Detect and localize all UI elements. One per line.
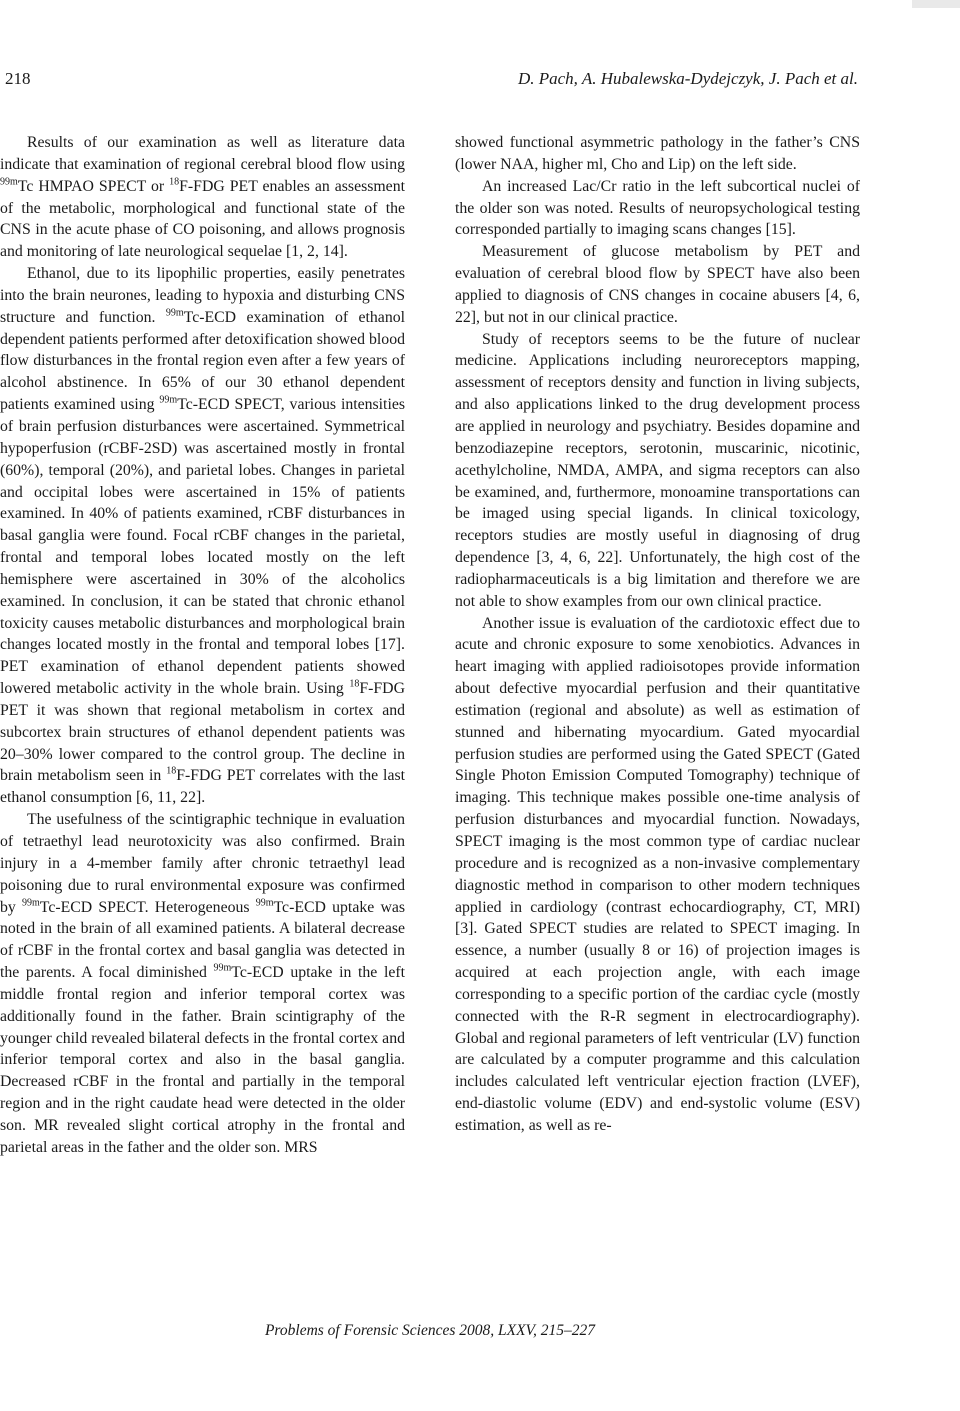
- isotope-mass-superscript: 99m: [165, 307, 184, 319]
- text-segment: Tc-ECD uptake was noted in the brain of all examined patients. A bilateral decrease of rCBF in the frontal cortex and basal ganglia was detected in the parents. A focal diminished: [0, 898, 406, 982]
- text-segment: Results of our examination as well as literature data indicate that examination of regional cerebral blood flow using: [0, 134, 405, 173]
- isotope-mass-superscript: 99m: [255, 897, 274, 909]
- running-head-authors: D. Pach, A. Hubalewska-Dydejczyk, J. Pach et al.: [517, 69, 858, 88]
- body-paragraph-p8: [455, 613, 860, 1137]
- isotope-mass-superscript: 99m: [0, 176, 18, 188]
- isotope-mass-superscript: 18: [169, 176, 180, 188]
- right-column: [455, 132, 860, 1137]
- journal-citation-footer: Problems of Forensic Sciences 2008, LXXV, 215–227: [264, 1322, 596, 1339]
- isotope-mass-superscript: 18: [166, 766, 177, 778]
- page-number: 218: [5, 69, 31, 88]
- text-segment: Measurement of glucose metabolism by PET and evaluation of cerebral blood flow by SPECT have also been applied to diagnosis of CNS changes in cocaine abusers [4, 6, 22], but not in our clinical practice.: [455, 243, 860, 326]
- text-segment: Tc-ECD uptake in the left middle frontal region and inferior temporal cortex was additionally found in the father. Brain scintigraphy of the younger child revealed bilateral defects in the frontal cortex and inferior temporal cortex and also in the basal ganglia. Decreased rCBF in the frontal and partially in the temporal region and in the right caudate head were detected in the older son. MR revealed slight cortical atrophy in the frontal and parietal areas in the father and the older son. MRS: [0, 964, 405, 1156]
- isotope-mass-superscript: 99m: [159, 394, 178, 406]
- text-segment: showed functional asymmetric pathology in the father’s CNS (lower NAA, higher ml, Cho and Lip) on the left side.: [455, 134, 860, 173]
- text-segment: F-FDG PET it was shown that regional metabolism in cortex and subcortex brain structures of ethanol dependent patients was 20–30% lower compared to the control group. The decline in brain metabolism seen in: [0, 680, 405, 785]
- text-segment: An increased Lac/Cr ratio in the left subcortical nuclei of the older son was noted. Results of neuropsychological testing corresponded partially to imaging scans changes [15].: [455, 177, 860, 239]
- isotope-mass-superscript: 18: [349, 678, 360, 690]
- body-paragraph-p4: [455, 132, 860, 176]
- text-segment: Tc-ECD SPECT, various intensities of brain perfusion disturbances were ascertained. Symmetrical hypoperfusion (rCBF-2SD) was ascertained mostly in frontal (60%), temporal (20%), and parietal lobes. Changes in parietal and occipital lobes were ascertained in 15% of patients examined. In 40% of patients examined, rCBF disturbances in basal ganglia were found. Focal rCBF changes in the parietal, frontal and temporal lobes located mostly on the left hemisphere were ascertained in 30% of the alcoholics examined. In conclusion, it can be stated that chronic ethanol toxicity causes metabolic disturbances and morphological brain changes located mostly in the frontal and temporal lobes [17]. PET examination of ethanol dependent patients showed lowered metabolic activity in the whole brain. Using: [0, 396, 405, 698]
- text-segment: Study of receptors seems to be the future of nuclear medicine. Applications including neuroreceptors mapping, assessment of receptors density and function in living subjects, and also applications linked to the drug development process are applied in neurology and psychiatry. Besides dopamine and benzodiazepine receptors, serotonin, muscarinic, nicotinic, acethylcholine, NMDA, AMPA, and sigma receptors can also be examined, and, furthermore, monoamine transportations can be imaged using special ligands. In clinical toxicology, receptors studies are mostly useful in diagnosing of drug dependence [3, 4, 6, 22]. Unfortunately, the high cost of the radiopharmaceuticals is a big limitation and therefore we are not able to show examples from our own clinical practice.: [455, 330, 860, 610]
- text-segment: F-FDG PET correlates with the last ethanol consumption [6, 11, 22].: [0, 767, 405, 807]
- body-paragraph-p2: [0, 263, 405, 809]
- text-segment: Tc HMPAO SPECT or: [17, 177, 170, 195]
- text-segment: Tc-ECD examination of ethanol dependent patients performed after detoxification showed blood flow disturbances in the frontal region even after a few years of alcohol abstinence. In 65% of our 30 ethanol dependent patients examined using: [0, 308, 406, 414]
- text-segment: F-FDG PET enables an assessment of the metabolic, morphological and functional state of the CNS in the acute phase of CO poisoning, and allows prognosis and monitoring of late neurological sequelae [1, 2, 14].: [0, 177, 405, 261]
- text-segment: Another issue is evaluation of the cardiotoxic effect due to acute and chronic exposure to some xenobiotics. Advances in heart imaging with applied radioisotopes provide information about defective myocardial perfusion and their quantitative estimation (regional and absolute) as well as estimation of stunned and hibernating myocardium. Gated myocardial perfusion studies are performed using the Gated SPECT (Gated Single Photon Emission Computed Tomography) technique of imaging. This technique makes possible one-time analysis of perfusion disturbances and myocardial function. Nowadays, SPECT imaging is the most common type of cardiac nuclear procedure and is recognized as a non-invasive complementary diagnostic method in comparison to other modern techniques applied in cardiology (contrast echocardiography, CT, MRI) [3]. Gated SPECT studies are related to SPECT imaging. In essence, a number (usually 8 or 16) of projection images is acquired at each projection angle, with each image corresponding to a specific portion of the cardiac cycle (mostly connected with the R-R segment in electrocardiography). Global and regional parameters of left ventricular (LV) function are calculated by a computer programme and this calculation includes calculated left ventricular ejection fraction (LVEF), end-diastolic volume (EDV) and end-systolic volume (ESV) estimation, as well as re-: [455, 614, 860, 1134]
- body-paragraph-p7: [455, 329, 860, 613]
- body-paragraph-p6: [455, 241, 860, 328]
- left-column: [0, 132, 405, 1159]
- isotope-mass-superscript: 99m: [22, 897, 40, 909]
- text-segment: Tc-ECD SPECT. Heterogeneous: [39, 898, 256, 916]
- body-paragraph-p1: [0, 132, 405, 263]
- scan-edge-mark: [912, 0, 960, 8]
- text-segment: The usefulness of the scintigraphic technique in evaluation of tetraethyl lead neurotoxicity was also confirmed. Brain injury in a 4-member family after chronic tetraethyl lead poisoning due to rural environmental exposure was confirmed by: [0, 811, 405, 916]
- body-paragraph-p5: [455, 176, 860, 242]
- isotope-mass-superscript: 99m: [213, 962, 232, 974]
- body-paragraph-p3: [0, 809, 405, 1159]
- text-segment: Ethanol, due to its lipophilic properties, easily penetrates into the brain neurones, leading to hypoxia and disturbing CNS structure and function.: [0, 265, 405, 326]
